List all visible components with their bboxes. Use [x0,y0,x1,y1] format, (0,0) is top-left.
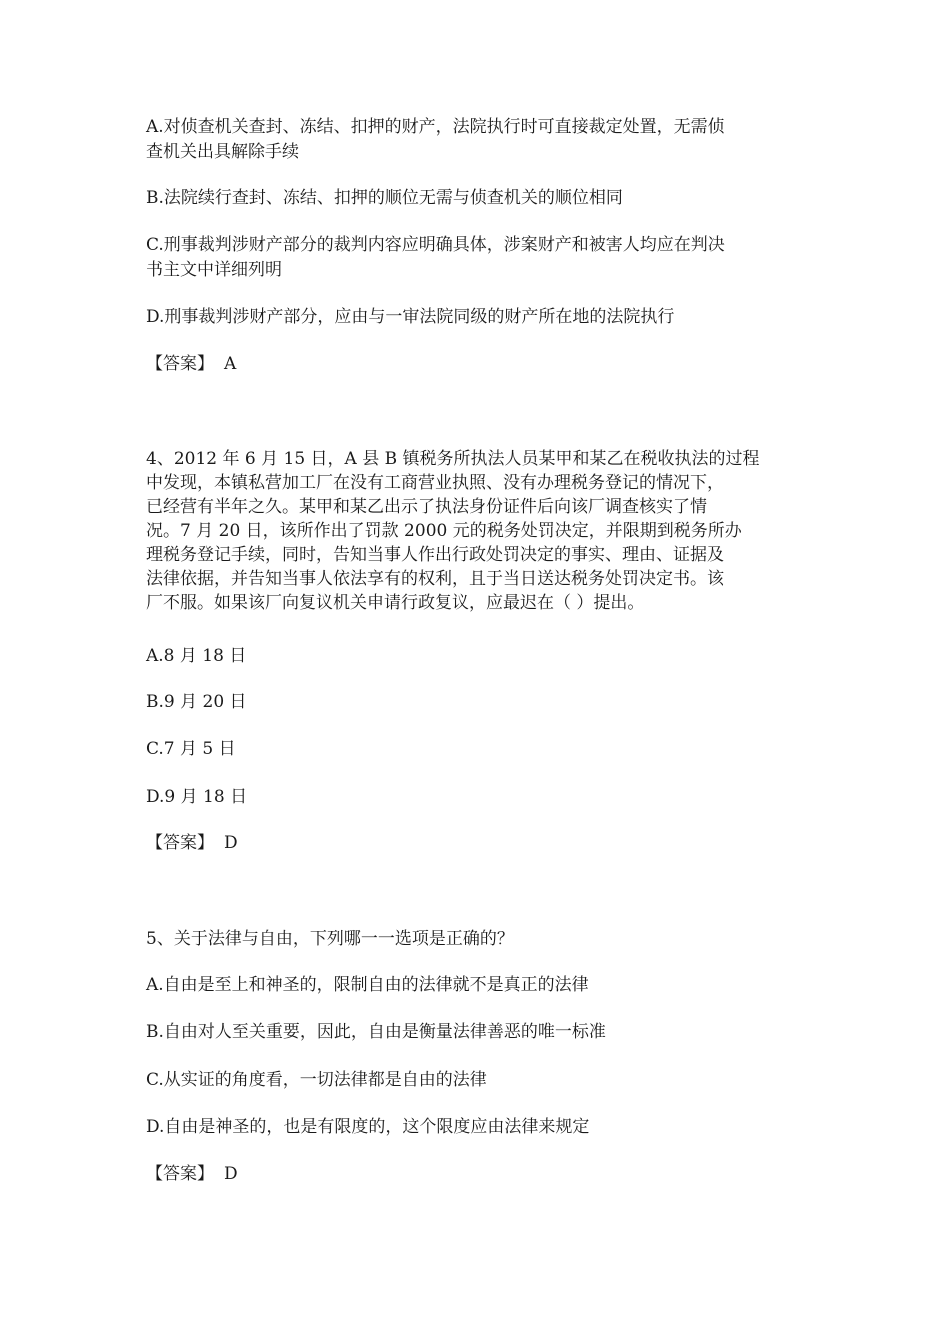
q4-stem-line: 况。7 月 20 日，该所作出了罚款 2000 元的税务处罚决定，并限期到税务所办 [146,521,742,541]
q3-option-a-line1: A.对侦查机关查封、冻结、扣押的财产，法院执行时可直接裁定处置，无需侦 [146,117,725,137]
q4-stem-line: 理税务登记手续，同时，告知当事人作出行政处罚决定的事实、理由、证据及 [146,545,724,565]
q4-option-b: B.9 月 20 日 [146,692,247,712]
q3-option-b: B.法院续行查封、冻结、扣押的顺位无需与侦查机关的顺位相同 [146,188,623,208]
q4-option-d: D.9 月 18 日 [146,787,248,807]
q4-stem-line: 中发现，本镇私营加工厂在没有工商营业执照、没有办理税务登记的情况下， [146,473,724,493]
q3-option-a-line2: 查机关出具解除手续 [146,142,299,162]
q3-option-c-line1: C.刑事裁判涉财产部分的裁判内容应明确具体，涉案财产和被害人均应在判决 [146,235,725,255]
q4-answer-label: 【答案】 [146,833,214,853]
q5-option-a: A.自由是至上和神圣的，限制自由的法律就不是真正的法律 [146,975,589,995]
q5-answer-label: 【答案】 [146,1164,214,1184]
q5-option-c: C.从实证的角度看，一切法律都是自由的法律 [146,1070,487,1090]
q4-option-c: C.7 月 5 日 [146,739,236,759]
q4-stem-line: 已经营有半年之久。某甲和某乙出示了执法身份证件后向该厂调查核实了情 [146,497,707,517]
q5-answer-value: D [224,1164,238,1184]
q4-stem-line: 4、2012 年 6 月 15 日，A 县 B 镇税务所执法人员某甲和某乙在税收执法的过程 [146,449,760,469]
q4-option-a: A.8 月 18 日 [146,646,247,666]
q3-answer-label: 【答案】 [146,354,214,374]
q4-stem-line: 厂不服。如果该厂向复议机关申请行政复议，应最迟在（ ）提出。 [146,593,645,613]
q5-option-d: D.自由是神圣的，也是有限度的，这个限度应由法律来规定 [146,1117,590,1137]
q5-stem: 5、关于法律与自由，下列哪一一选项是正确的？ [146,929,514,949]
q4-stem-line: 法律依据，并告知当事人依法享有的权利，且于当日送达税务处罚决定书。该 [146,569,724,589]
q3-answer-value: A [224,354,237,374]
q5-option-b: B.自由对人至关重要，因此，自由是衡量法律善恶的唯一标准 [146,1022,606,1042]
q3-answer [146,353,816,377]
q5-answer [146,1163,816,1187]
q4-answer-value: D [224,833,238,853]
q3-option-c-line2: 书主文中详细列明 [146,260,282,280]
q3-option-d: D.刑事裁判涉财产部分，应由与一审法院同级的财产所在地的法院执行 [146,307,675,327]
q4-answer [146,832,816,856]
